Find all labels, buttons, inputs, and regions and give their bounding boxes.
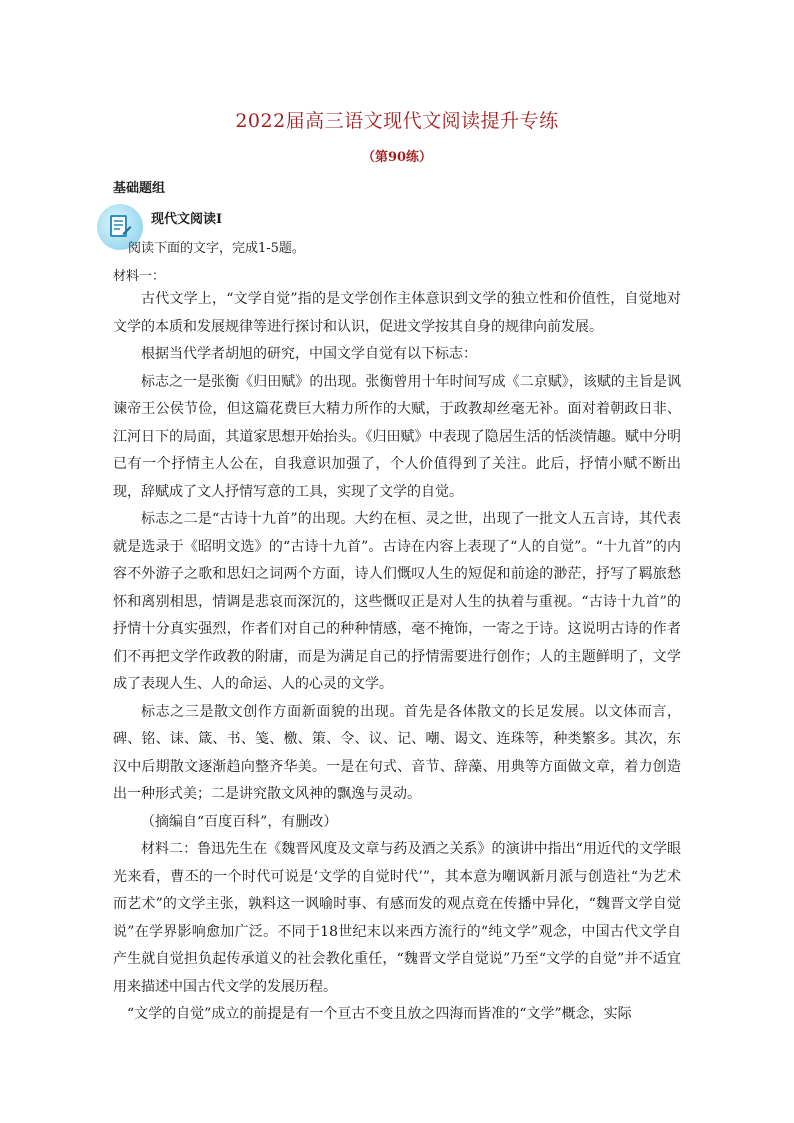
paragraph: 标志之三是散文创作方面新面貌的出现。首先是各体散文的长足发展。以文体而言，碑、铭、诔、箴、书、笺、檄、策、令、议、记、嘲、谒文、连珠等，种类繁多。其次，东汉中后期散文逐渐趋向整齐华美。一是在句式、音节、辞藻、用典等方面做文章，着力创造出一种形式美；二是讲究散文风神的飘逸与灵动。: [113, 703, 681, 802]
page-title: 2022届高三语文现代文阅读提升专练: [235, 110, 559, 132]
paragraph: “文学的自觉”成立的前提是有一个亘古不变且放之四海而皆准的“文学”概念，实际: [127, 1006, 632, 1022]
section-label: 基础题组: [113, 181, 166, 196]
passage-body: [113, 286, 681, 1029]
paragraph: 古代文学上，“文学自觉”指的是文学创作主体意识到文学的独立性和价值性，自觉地对文学的本质和发展规律等进行探讨和认识，促进文学按其自身的规律向前发展。: [113, 291, 681, 335]
paragraph: 标志之二是“古诗十九首”的出现。大约在桓、灵之世，出现了一批文人五言诗，其代表就是选录于《昭明文选》的“古诗十九首”。古诗在内容上表现了“人的自觉”。“十九首”的内容不外游子之歌和思妇之词两个方面，诗人们慨叹人生的短促和前途的渺茫，抒写了羁旅愁怀和离别相思，情调是悲哀而深沉的，这些慨叹正是对人生的执着与重视。“古诗十九首”的抒情十分真实强烈，作者们对自己的种种情感，毫不掩饰，一寄之于诗。这说明古诗的作者们不再把文学作政教的附庸，而是为满足自己的抒情需要进行创作；人的主题鲜明了，文学成了表现人生、人的命运、人的心灵的文学。: [113, 511, 681, 692]
paragraph: 标志之一是张衡《归田赋》的出现。张衡曾用十年时间写成《二京赋》，该赋的主旨是讽谏帝王公侯节俭，但这篇花费巨大精力所作的大赋，于政教却丝毫无补。面对着朝政日非、江河日下的局面，其道家思想开始抬头。《归田赋》中表现了隐居生活的恬淡情趣。赋中分明已有一个抒情主人公在，自我意识加强了，个人价值得到了关注。此后，抒情小赋不断出现，辞赋成了文人抒情写意的工具，实现了文学的自觉。: [113, 373, 681, 500]
paragraph: 根据当代学者胡旭的研究，中国文学自觉有以下标志：: [141, 346, 477, 362]
page-subtitle: （第90练）: [361, 150, 433, 165]
reading-heading: 现代文阅读Ⅰ: [151, 212, 223, 227]
reading-instruction: 阅读下面的文字，完成1-5题。: [128, 241, 305, 256]
source-note: （摘编自“百度百科”，有删改）: [141, 813, 338, 830]
material-one-label: 材料一：: [113, 269, 166, 284]
paragraph: 材料二：鲁迅先生在《魏晋风度及文章与药及酒之关系》的演讲中指出“用近代的文学眼光来看，曹丕的一个时代可说是‘文学的自觉时代’”，其本意为嘲讽新月派与创造社“为艺术而艺术”的文学主张，孰料这一讽喻时事、有感而发的观点竟在传播中异化，“魏晋文学自觉说”在学界影响愈加广泛。不同于18世纪末以来西方流行的“纯文学”观念，中国古代文学自产生就自觉担负起传承道义的社会教化重任，“魏晋文学自觉说”乃至“文学的自觉”并不适宜用来描述中国古代文学的发展历程。: [113, 841, 681, 995]
